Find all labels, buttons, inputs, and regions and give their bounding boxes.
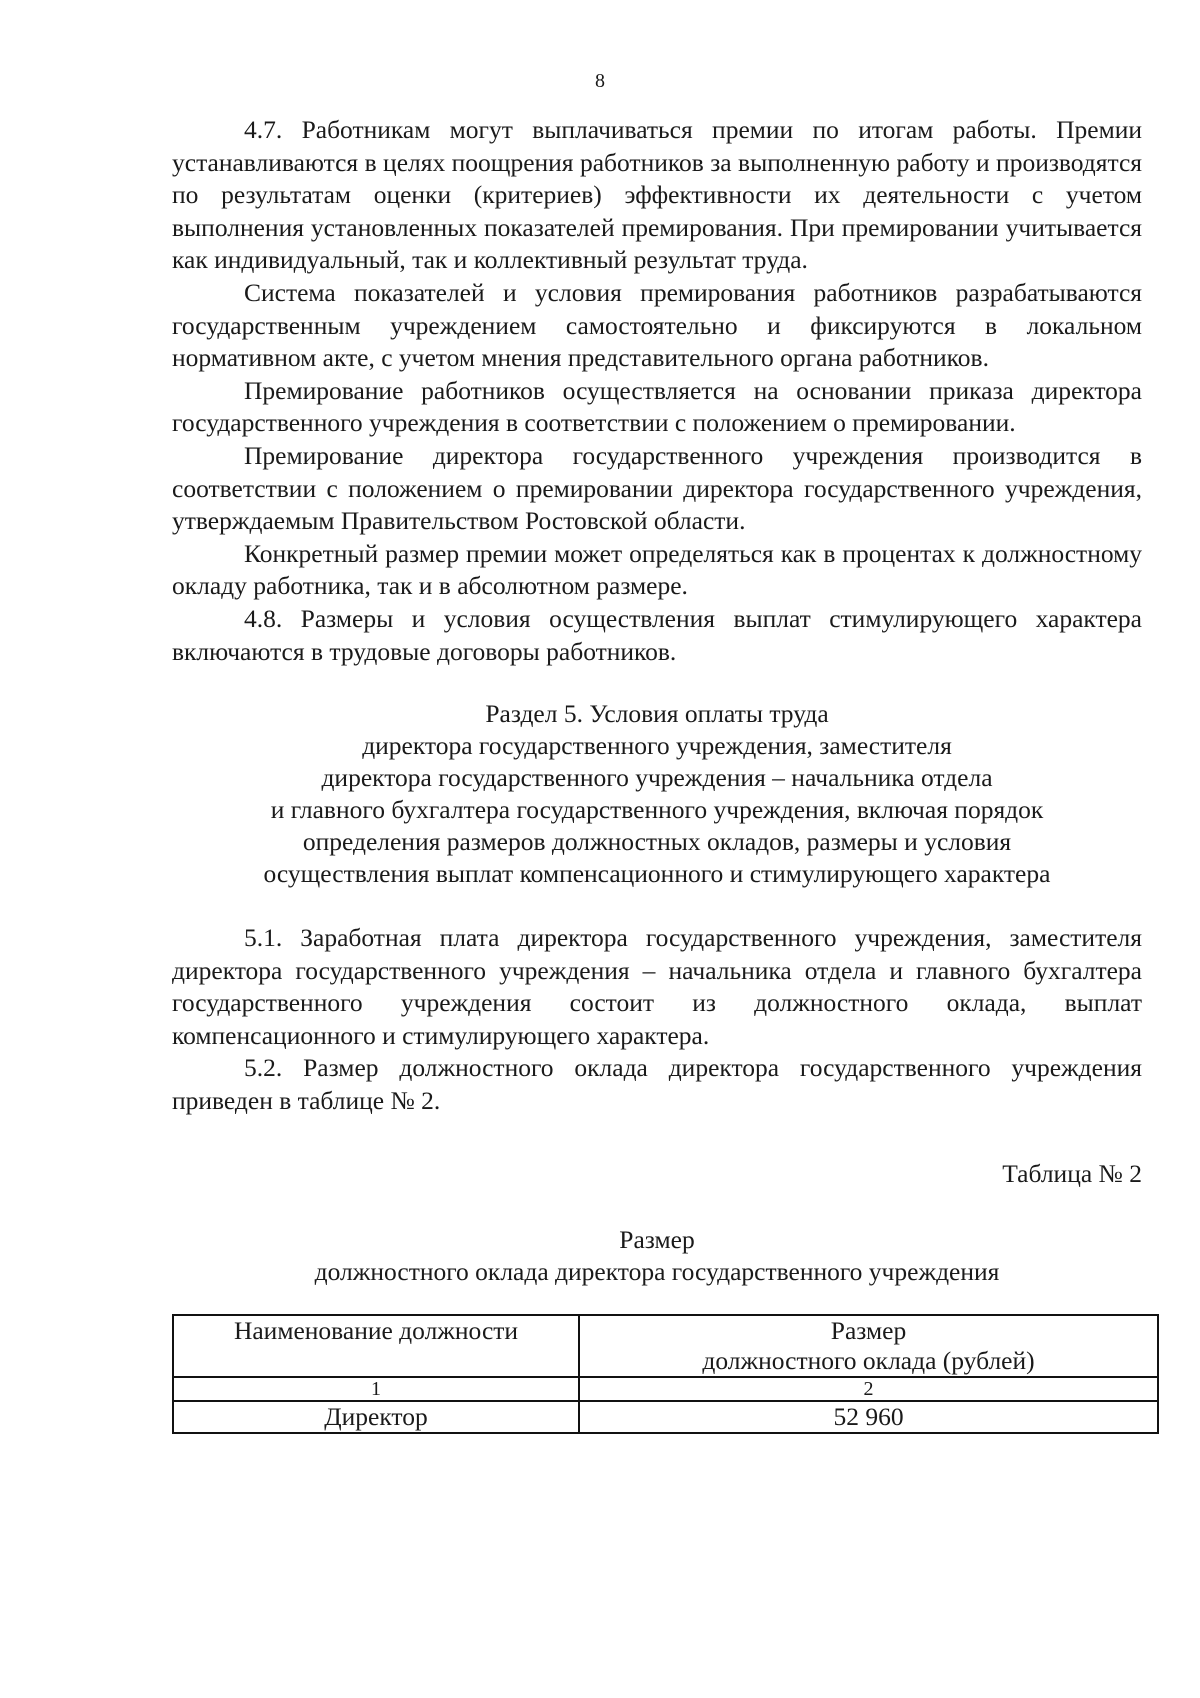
header-salary-size bbox=[579, 1315, 1158, 1377]
salary-table bbox=[172, 1314, 1159, 1434]
section-heading-line: директора государственного учреждения, заместителя bbox=[362, 731, 952, 761]
cell-position: Директор bbox=[173, 1401, 579, 1433]
table-column-numbers-row bbox=[173, 1377, 1158, 1401]
spacer bbox=[172, 890, 1142, 922]
table-header-row bbox=[173, 1315, 1158, 1377]
section-5-heading bbox=[172, 698, 1142, 890]
table-caption: Таблица № 2 bbox=[1002, 1158, 1142, 1188]
column-number: 1 bbox=[173, 1377, 579, 1401]
paragraph-system: Система показателей и условия премирования работников разрабатываются государственным учреждением самостоятельно и фиксируются в локальном нормативном акте, с учетом мнения представительного органа работников. bbox=[172, 277, 1142, 373]
document-body bbox=[172, 114, 1142, 1434]
section-heading-line: директора государственного учреждения – начальника отдела bbox=[321, 763, 993, 793]
header-salary-line: Размер bbox=[830, 1316, 907, 1346]
table-title-line: Размер bbox=[619, 1225, 695, 1255]
paragraph-director-bonus: Премирование директора государственного учреждения производится в соответствии с положением о премировании директора государственного учреждения, утверждаемым Правительством Ростовской области. bbox=[172, 440, 1142, 536]
section-heading-line: Раздел 5. Условия оплаты труда bbox=[485, 699, 829, 729]
header-position-name: Наименование должности bbox=[173, 1315, 579, 1377]
table-title-line: должностного оклада директора государственного учреждения bbox=[314, 1257, 1000, 1287]
paragraph-bonus-order: Премирование работников осуществляется на основании приказа директора государственного учреждения в соответствии с положением о премировании. bbox=[172, 375, 1142, 438]
paragraph-4-8: 4.8. Размеры и условия осуществления выплат стимулирующего характера включаются в трудовые договоры работников. bbox=[172, 603, 1142, 666]
header-salary-line: должностного оклада (рублей) bbox=[702, 1346, 1035, 1376]
page-number: 8 bbox=[595, 70, 605, 92]
section-heading-line: и главного бухгалтера государственного учреждения, включая порядок bbox=[270, 795, 1044, 825]
table-row bbox=[173, 1401, 1158, 1433]
section-heading-line: осуществления выплат компенсационного и стимулирующего характера bbox=[263, 859, 1051, 889]
section-heading-line: определения размеров должностных окладов, размеры и условия bbox=[302, 827, 1012, 857]
paragraph-bonus-size: Конкретный размер премии может определяться как в процентах к должностному окладу работника, так и в абсолютном размере. bbox=[172, 538, 1142, 601]
paragraph-4-7: 4.7. Работникам могут выплачиваться премии по итогам работы. Премии устанавливаются в целях поощрения работников за выполненную работу и производятся по результатам оценки (критериев) эффективности их деятельности с учетом выполнения установленных показателей премирования. При премировании учитывается как индивидуальный, так и коллективный результат труда. bbox=[172, 115, 1142, 275]
paragraph-5-2: 5.2. Размер должностного оклада директора государственного учреждения приведен в таблице № 2. bbox=[172, 1053, 1142, 1116]
table-title bbox=[172, 1224, 1142, 1288]
paragraph-5-1: 5.1. Заработная плата директора государственного учреждения, заместителя директора государственного учреждения – начальника отдела и главного бухгалтера государственного учреждения состоит из должностного оклада, выплат компенсационного и стимулирующего характера. bbox=[172, 923, 1142, 1050]
column-number: 2 bbox=[579, 1377, 1158, 1401]
cell-salary: 52 960 bbox=[579, 1401, 1158, 1433]
